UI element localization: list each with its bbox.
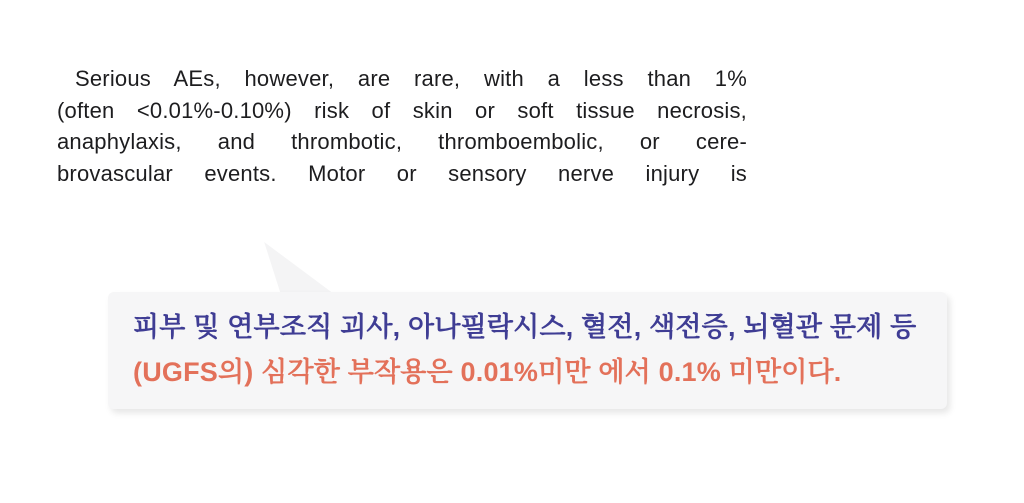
body-text-line-4: brovascular events. Motor or sensory nerve injury is bbox=[57, 160, 747, 186]
body-text-paragraph bbox=[57, 63, 747, 189]
callout-korean-line-2: (UGFS의) 심각한 부작용은 0.01%미만 에서 0.1% 미만이다. bbox=[133, 357, 842, 387]
body-text-line-2: (often <0.01%-0.10%) risk of skin or soft tissue necrosis, bbox=[57, 97, 747, 123]
callout-tail-pointer bbox=[262, 242, 334, 294]
body-text-line-1: Serious AEs, however, are rare, with a less than 1% bbox=[75, 66, 747, 91]
callout-translation-box bbox=[108, 292, 947, 409]
body-text-line-3: anaphylaxis, and thrombotic, thromboembolic, or cere- bbox=[57, 129, 747, 154]
callout-korean-line-1: 피부 및 연부조직 괴사, 아나필락시스, 혈전, 색전증, 뇌혈관 문제 등 bbox=[133, 312, 917, 342]
